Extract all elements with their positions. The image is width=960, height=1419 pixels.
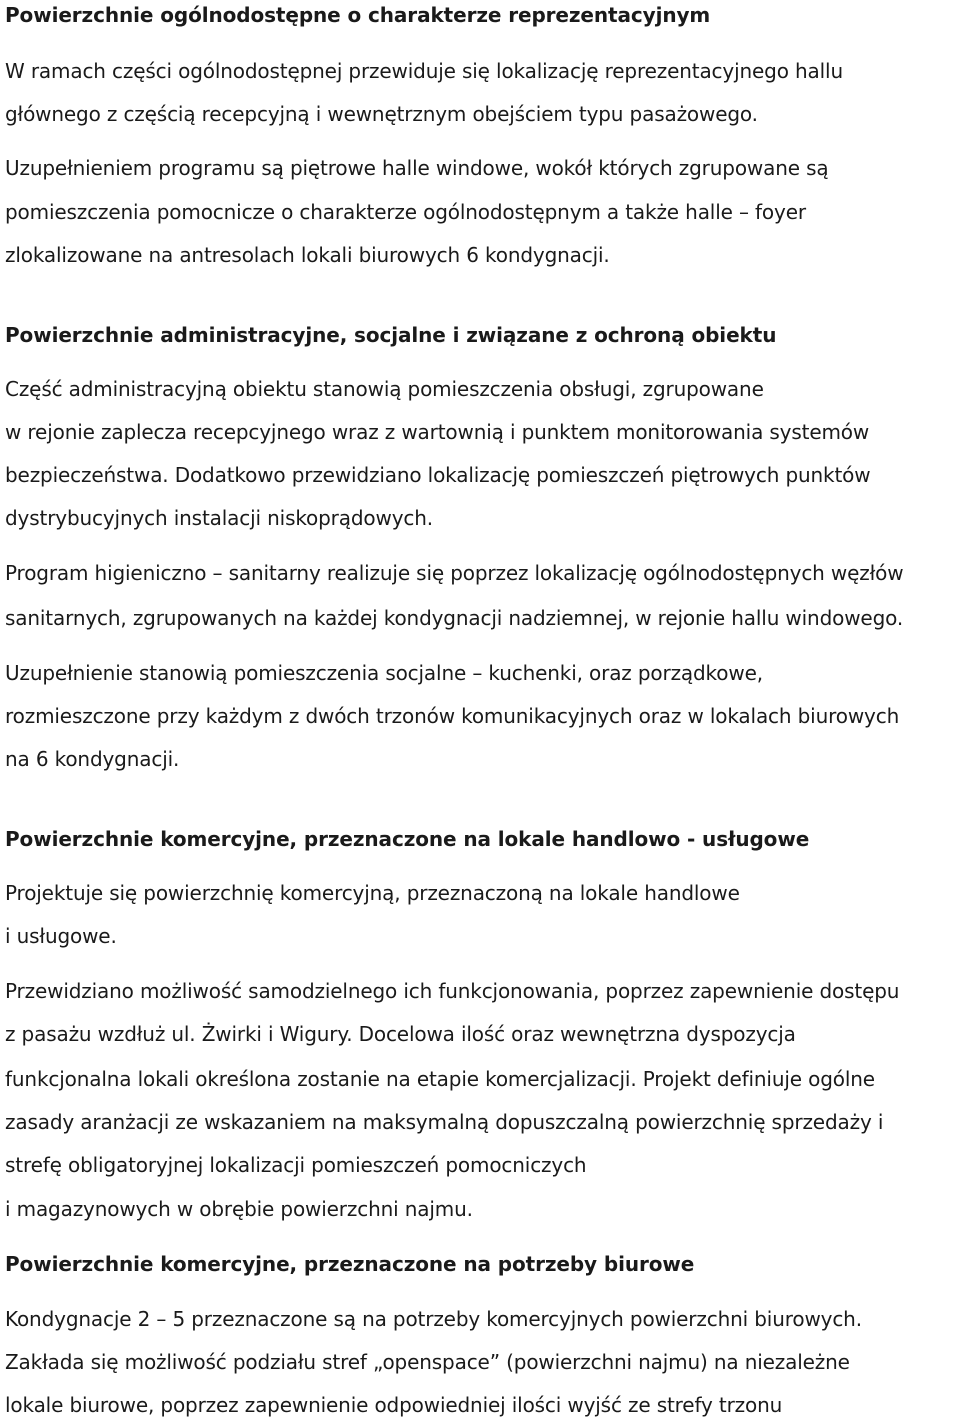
paragraph-line: głównego z częścią recepcyjną i wewnętrznym obejściem typu pasażowego.	[5, 102, 758, 126]
paragraph-line: Uzupełnieniem programu są piętrowe halle windowe, wokół których zgrupowane są	[5, 156, 829, 180]
paragraph-line: bezpieczeństwa. Dodatkowo przewidziano lokalizację pomieszczeń piętrowych punktów	[5, 463, 871, 487]
paragraph-line: rozmieszczone przy każdym z dwóch trzonów komunikacyjnych oraz w lokalach biurowych	[5, 704, 900, 728]
paragraph-line: i usługowe.	[5, 924, 117, 948]
paragraph-line: Uzupełnienie stanowią pomieszczenia socjalne – kuchenki, oraz porządkowe,	[5, 661, 763, 685]
paragraph-line: w rejonie zaplecza recepcyjnego wraz z wartownią i punktem monitorowania systemów	[5, 420, 870, 444]
section-heading: Powierzchnie administracyjne, socjalne i związane z ochroną obiektu	[5, 323, 777, 347]
paragraph-line: Projektuje się powierzchnię komercyjną, przeznaczoną na lokale handlowe	[5, 881, 740, 905]
paragraph-line: z pasażu wzdłuż ul. Żwirki i Wigury. Docelowa ilość oraz wewnętrzna dyspozycja	[5, 1022, 796, 1046]
section-heading: Powierzchnie komercyjne, przeznaczone na potrzeby biurowe	[5, 1252, 695, 1276]
paragraph-line: zasady aranżacji ze wskazaniem na maksymalną dopuszczalną powierzchnię sprzedaży i	[5, 1110, 884, 1134]
paragraph-line: i magazynowych w obrębie powierzchni najmu.	[5, 1197, 473, 1221]
paragraph-line: Część administracyjną obiektu stanowią pomieszczenia obsługi, zgrupowane	[5, 377, 764, 401]
paragraph-line: dystrybucyjnych instalacji niskoprądowych.	[5, 506, 433, 530]
paragraph-line: Kondygnacje 2 – 5 przeznaczone są na potrzeby komercyjnych powierzchni biurowych.	[5, 1307, 862, 1331]
section-heading: Powierzchnie komercyjne, przeznaczone na lokale handlowo - usługowe	[5, 827, 810, 851]
paragraph-line: Przewidziano możliwość samodzielnego ich funkcjonowania, poprzez zapewnienie dostępu	[5, 979, 900, 1003]
paragraph-line: strefę obligatoryjnej lokalizacji pomieszczeń pomocniczych	[5, 1153, 587, 1177]
paragraph-line: pomieszczenia pomocnicze o charakterze ogólnodostępnym a także halle – foyer	[5, 200, 806, 224]
paragraph-line: W ramach części ogólnodostępnej przewiduje się lokalizację reprezentacyjnego hallu	[5, 59, 843, 83]
paragraph-line: na 6 kondygnacji.	[5, 747, 180, 771]
paragraph-line: Program higieniczno – sanitarny realizuje się poprzez lokalizację ogólnodostępnych węzłów	[5, 561, 904, 585]
paragraph-line: sanitarnych, zgrupowanych na każdej kondygnacji nadziemnej, w rejonie hallu windowego.	[5, 606, 904, 630]
paragraph-line: Zakłada się możliwość podziału stref „openspace” (powierzchni najmu) na niezależne	[5, 1350, 850, 1374]
paragraph-line: funkcjonalna lokali określona zostanie na etapie komercjalizacji. Projekt definiuje ogólne	[5, 1067, 875, 1091]
section-heading: Powierzchnie ogólnodostępne o charakterze reprezentacyjnym	[5, 3, 711, 27]
paragraph-line: zlokalizowane na antresolach lokali biurowych 6 kondygnacji.	[5, 243, 610, 267]
paragraph-line: lokale biurowe, poprzez zapewnienie odpowiedniej ilości wyjść ze strefy trzonu	[5, 1393, 783, 1417]
